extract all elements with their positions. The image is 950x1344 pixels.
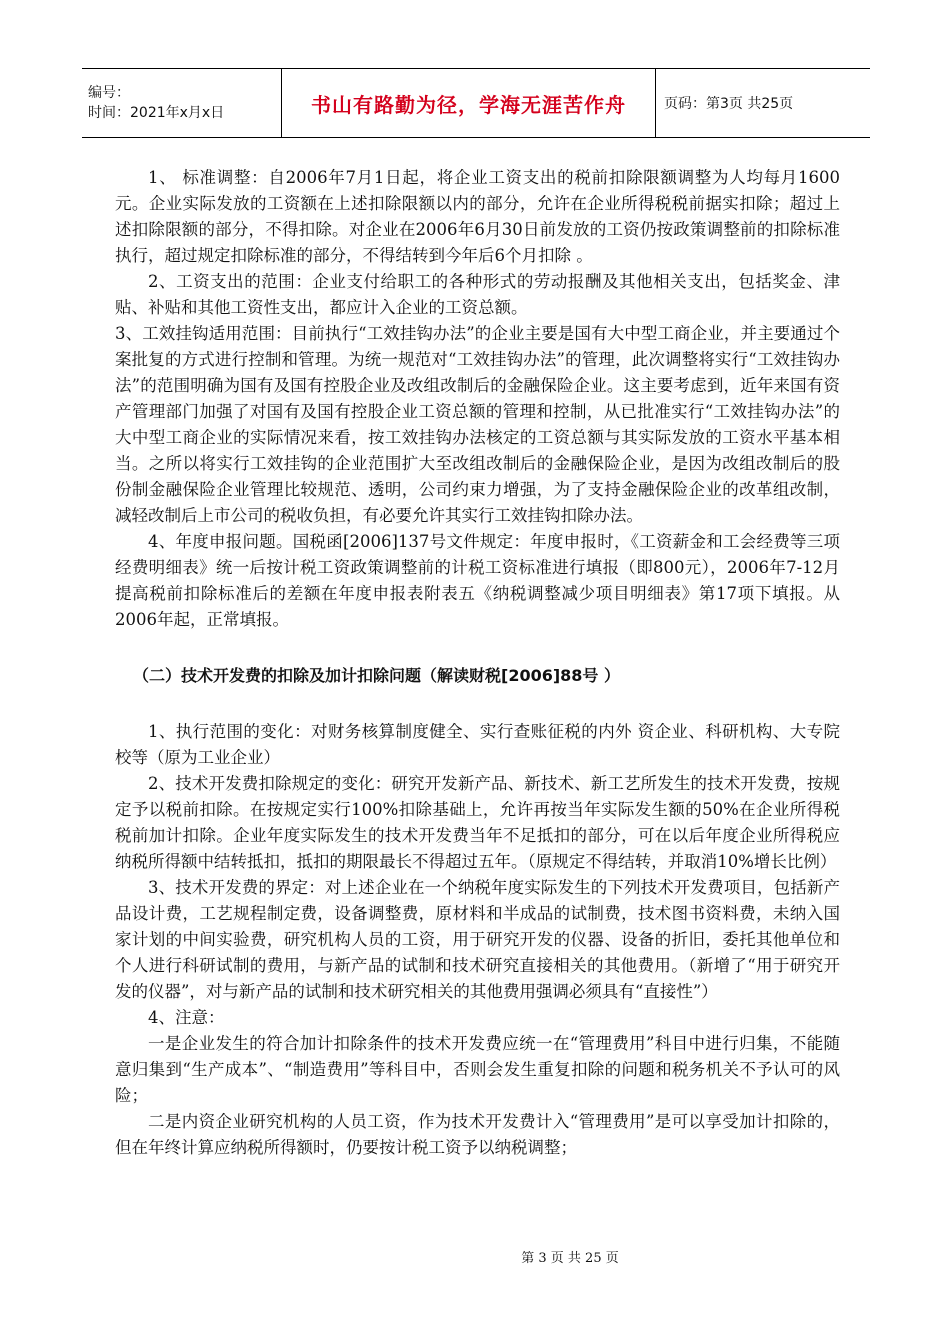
paragraph: 4、年度申报问题。国税函[2006]137号文件规定：年度申报时，《工资薪金和工会经费等三项经费明细表》统一后按计税工资政策调整前的计税工资标准进行填报（即800元），2006年7-12月提高税前扣除标准后的差额在年度申报表附表五《纳税调整减少项目明细表》第17项下填报。从2006年起，正常填报。: [115, 532, 840, 629]
paragraph: 一是企业发生的符合加计扣除条件的技术开发费应统一在“管理费用”科目中进行归集，不能随意归集到“生产成本”、“制造费用”等科目中，否则会发生重复扣除的问题和税务机关不予认可的风险；: [115, 1034, 840, 1105]
paragraph: 1、执行范围的变化：对财务核算制度健全、实行查账征税的内外 资企业、科研机构、大专院校等（原为工业企业）: [115, 722, 840, 767]
paragraph: 1、 标准调整：自2006年7月1日起，将企业工资支出的税前扣除限额调整为人均每月1600元。企业实际发放的工资额在上述扣除限额以内的部分，允许在企业所得税税前据实扣除；超过上述扣除限额的部分，不得扣除。对企业在2006年6月30日前发放的工资仍按政策调整前的扣除标准执行，超过规定扣除标准的部分，不得结转到今年后6个月扣除 。: [115, 168, 840, 265]
page-info: 页码：第3页 共25页: [664, 96, 794, 112]
paragraph: 3、技术开发费的界定：对上述企业在一个纳税年度实际发生的下列技术开发费项目，包括新产品设计费，工艺规程制定费，设备调整费，原材料和半成品的试制费，技术图书资料费，未纳入国家计划的中间实验费，研究机构人员的工资，用于研究开发的仪器、设备的折旧，委托其他单位和个人进行科研试制的费用，与新产品的试制和技术研究直接相关的其他费用。（新增了“用于研究开发的仪器”，对与新产品的试制和技术研究相关的其他费用强调必须具有“直接性”）: [115, 878, 840, 1001]
section-title: （二）技术开发费的扣除及加计扣除问题（解读财税[2006]88号 ）: [133, 666, 620, 685]
paragraph: 4、注意：: [148, 1008, 225, 1027]
paragraph: 2、工资支出的范围：企业支付给职工的各种形式的劳动报酬及其他相关支出，包括奖金、津贴、补贴和其他工资性支出，都应计入企业的工资总额。: [115, 272, 840, 317]
paragraph: 二是内资企业研究机构的人员工资，作为技术开发费计入“管理费用”是可以享受加计扣除的，但在年终计算应纳税所得额时，仍要按计税工资予以纳税调整；: [115, 1112, 840, 1157]
page-header: [82, 68, 870, 138]
time-label: 时间：2021年x月x日: [88, 105, 225, 121]
header-meta: [82, 69, 282, 137]
footer-page-number: 第 3 页 共 25 页: [521, 1251, 619, 1266]
number-label: 编号：: [88, 85, 130, 101]
page-footer: [0, 1247, 950, 1266]
header-page-info-cell: [656, 69, 870, 137]
header-motto-cell: [282, 69, 656, 137]
paragraph: 2、技术开发费扣除规定的变化：研究开发新产品、新技术、新工艺所发生的技术开发费，按规定予以税前扣除。在按规定实行100%扣除基础上，允许再按当年实际发生额的50%在企业所得税税前加计扣除。企业年度实际发生的技术开发费当年不足抵扣的部分，可在以后年度企业所得税应纳税所得额中结转抵扣，抵扣的期限最长不得超过五年。（原规定不得结转，并取消10%增长比例）: [115, 774, 840, 871]
paragraph: 3、工效挂钩适用范围：目前执行“工效挂钩办法”的企业主要是国有大中型工商企业，并主要通过个案批复的方式进行控制和管理。为统一规范对“工效挂钩办法”的管理，此次调整将实行“工效挂钩办法”的范围明确为国有及国有控股企业及改组改制后的金融保险企业。这主要考虑到，近年来国有资产管理部门加强了对国有及国有控股企业工资总额的管理和控制，从已批准实行“工效挂钩办法”的大中型工商企业的实际情况来看，按工效挂钩办法核定的工资总额与其实际发放的工资水平基本相当。之所以将实行工效挂钩的企业范围扩大至改组改制后的金融保险企业，是因为改组改制后的股份制金融保险企业管理比较规范、透明，公司约束力增强，为了支持金融保险企业的改革组改制，减轻改制后上市公司的税收负担，有必要允许其实行工效挂钩扣除办法。: [115, 324, 840, 525]
motto: 书山有路勤为径，学海无涯苦作舟: [311, 92, 626, 117]
document-body: [115, 165, 840, 1161]
